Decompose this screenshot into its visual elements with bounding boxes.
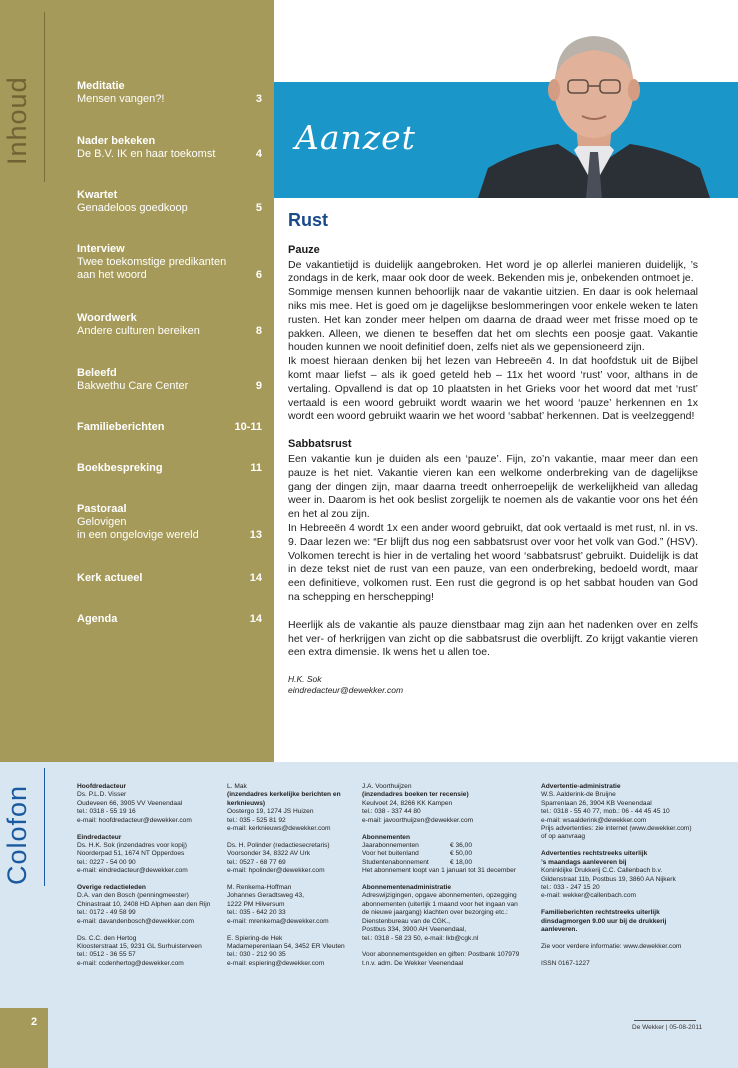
colofon-line: tel.: 0318 - 55 19 16 bbox=[77, 808, 136, 816]
colofon-line: Koninklijke Drukkerij C.C. Callenbach b.v. bbox=[541, 867, 663, 875]
toc-page: 14 bbox=[249, 572, 262, 584]
colofon-email[interactable]: e-mail: eindredacteur@dewekker.com bbox=[77, 867, 188, 875]
section-label: Aanzet bbox=[295, 118, 416, 157]
colofon-line: Het abonnement loopt van 1 januari tot 31 december bbox=[362, 867, 516, 875]
toc-category: Interview bbox=[77, 243, 125, 255]
author-name: H.K. Sok bbox=[288, 674, 322, 685]
colofon-line: abonnementen (uiterlijk 1 maand voor het ingaan van bbox=[362, 900, 518, 908]
colofon-line: 1222 PM Hilversum bbox=[227, 900, 285, 908]
colofon-heading: Familieberichten rechtstreeks uiterlijk bbox=[541, 909, 660, 917]
toc-category: Beleefd bbox=[77, 367, 117, 379]
colofon-line: M. Renkema-Hoffman bbox=[227, 884, 292, 892]
price-value: € 18,00 bbox=[450, 858, 472, 866]
colofon-block bbox=[77, 834, 227, 876]
article-paragraph: Ik moest hieraan denken bij het lezen van Hebreeën 4. In dat hoofdstuk uit de Bijbel komt maar liefst – als ik goed geteld heb – 11x het woord ‘rust’ voor, althans in de vertaling. Opvallend is dat op 10 plaatsten in het Grieks voor het woord dat met ‘rust’ vertaald is een woord gebruikt wordt waarin we het woord ‘pauze’ herkennen en 1x wordt een woord gebruikt waarin we het woord ‘sabbat’ herkennen. Dat is veelzeggend! bbox=[288, 355, 698, 423]
colofon-line: Ds. H. Polinder (redactiesecretaris) bbox=[227, 841, 330, 849]
colofon-heading: ’s maandags aanleveren bij bbox=[541, 858, 627, 866]
colofon-line: Prijs advertenties: zie internet (www.dewekker.com) bbox=[541, 825, 692, 833]
toc-page: 13 bbox=[249, 529, 262, 541]
article-paragraph: De vakantietijd is duidelijk aangebroken. Het word je op allerlei manieren duidelijk, ’s zondags in de kerk, maar ook door de week. Bekenden mis je, onbekenden ontmoet je. bbox=[288, 258, 698, 285]
colofon-heading: Advertentie-administratie bbox=[541, 783, 621, 790]
colofon-heading: Hoofdredacteur bbox=[77, 783, 127, 790]
colofon-line: tel.: 038 - 337 44 80 bbox=[362, 808, 421, 816]
colofon-block bbox=[227, 783, 362, 833]
colofon-block bbox=[541, 943, 711, 951]
toc-subtitle: in een ongelovige wereld bbox=[77, 529, 199, 541]
colofon-line: t.n.v. adm. De Wekker Veenendaal bbox=[362, 959, 464, 967]
price-value: € 50,00 bbox=[450, 850, 472, 858]
colofon-column-4 bbox=[541, 783, 711, 977]
colofon-line: tel.: 0172 - 49 58 99 bbox=[77, 909, 136, 917]
colofon-block bbox=[227, 935, 362, 969]
colofon-line: W.S. Aalderink-de Bruijne bbox=[541, 791, 616, 799]
toc-category: Familieberichten bbox=[77, 421, 165, 433]
article-paragraph: Sommige mensen kunnen behoorlijk naar de vakantie uitzien. En daar is ook helemaal niks mis mee. Het is goed om je dagelijkse beslommeringen voor enkele weken te laten rusten. Het kan zonder meer helpen om daarna de draad weer met frisse moed op te pakken. Alleen, we dienen te beseffen dat het om slechts een poosje gaat. Vakantie houden kunnen we nooit definitief doen, zelfs niet als we gepensioneerd zijn. bbox=[288, 286, 698, 354]
colofon-heading: aanleveren. bbox=[541, 926, 578, 934]
toc-item-interview[interactable] bbox=[77, 243, 262, 282]
colofon-line: tel.: 0318 - 58 23 50, e-mail: lkb@cgk.nl bbox=[362, 934, 479, 942]
toc-item-kerk-actueel[interactable] bbox=[77, 572, 262, 585]
colofon-line: Dienstenbureau van de CGK., bbox=[362, 917, 450, 925]
colofon-block bbox=[362, 884, 534, 943]
colofon-line: tel.: 035 - 525 81 92 bbox=[227, 816, 286, 824]
toc-subtitle: De B.V. IK en haar toekomst bbox=[77, 148, 216, 160]
colofon-block bbox=[362, 951, 534, 968]
colofon-email[interactable]: e-mail: davandenbosch@dewekker.com bbox=[77, 917, 195, 925]
colofon-heading: Abonnementen bbox=[362, 833, 410, 841]
toc-category: Kerk actueel bbox=[77, 572, 143, 584]
article-paragraph: Heerlijk als de vakantie als pauze dienstbaar mag zijn aan het nadenken over en zelfs het ver- of herkrijgen van zicht op die sabbatsrust die overblijft. Zo krijgt vakantie vieren een extra dimensie. Ik wens het u allen toe. bbox=[288, 618, 698, 659]
page-number-box bbox=[0, 1008, 48, 1068]
colofon-block bbox=[541, 909, 711, 934]
footer-publication: De Wekker | 05-08-2011 bbox=[632, 1024, 703, 1031]
colofon-line: Keulvoet 24, 8266 KK Kampen bbox=[362, 799, 453, 807]
footer-rule bbox=[634, 1020, 696, 1021]
colofon-line: Sparrenlaan 26, 3904 KB Veenendaal bbox=[541, 799, 652, 807]
section-heading-pauze: Pauze bbox=[288, 243, 320, 256]
colofon-line: D.A. van den Bosch (penningmeester) bbox=[77, 892, 189, 900]
colofon-line: Johannes Geradtsweg 43, bbox=[227, 892, 304, 900]
toc-item-boekbespreking[interactable] bbox=[77, 462, 262, 475]
toc-page: 6 bbox=[255, 269, 262, 281]
colofon-column-2 bbox=[227, 783, 362, 977]
colofon-block bbox=[227, 884, 362, 926]
toc-page: 14 bbox=[249, 613, 262, 625]
toc-subtitle: Gelovigen bbox=[77, 516, 127, 528]
author-email[interactable]: eindredacteur@dewekker.com bbox=[288, 685, 404, 696]
colofon-column-3 bbox=[362, 783, 534, 977]
toc-page: 10-11 bbox=[234, 421, 262, 433]
price-label: Voor het buitenland bbox=[362, 850, 419, 858]
toc-subtitle: Genadeloos goedkoop bbox=[77, 202, 188, 214]
colofon-line: of op aanvraag bbox=[541, 833, 585, 841]
issn-number: ISSN 0167-1227 bbox=[541, 959, 590, 967]
price-row bbox=[362, 859, 534, 867]
colofon-line: L. Mak bbox=[227, 783, 247, 790]
colofon-line: Oudeveen 66, 3905 VV Veenendaal bbox=[77, 799, 183, 807]
toc-subtitle: Mensen vangen?! bbox=[77, 93, 165, 105]
colofon-line: tel.: 035 - 642 20 33 bbox=[227, 909, 286, 917]
colofon-title: Colofon bbox=[2, 784, 32, 885]
toc-item-meditatie[interactable] bbox=[77, 80, 262, 106]
toc-subtitle: Bakwethu Care Center bbox=[77, 380, 189, 392]
colofon-column-1 bbox=[77, 783, 227, 977]
article-paragraph: Een vakantie kun je duiden als een ‘pauze’. Fijn, zo’n vakantie, maar meer dan een pauze is het niet. Vakantie vieren kan een welkome onderbreking van de dagelijkse gang der dingen zijn, maar daarna treedt onherroepelijk de werkelijkheid van alledag weer in. Daarom is het ook beslist zorgelijk te noemen als de vakantie voor ons het één en het al zou zijn. bbox=[288, 452, 698, 521]
article-title: Rust bbox=[288, 210, 328, 230]
colofon-heading: Overige redactieleden bbox=[77, 884, 146, 892]
toc-item-familieberichten[interactable] bbox=[77, 421, 262, 434]
colofon-block bbox=[77, 884, 227, 926]
colofon-email[interactable]: e-mail: kerknieuws@dewekker.com bbox=[227, 825, 331, 833]
author-signature bbox=[288, 674, 698, 696]
colofon-line: Voor abonnementsgelden en giften: Postbank 107979 bbox=[362, 951, 520, 959]
colofon-line: (inzendadres kerkelijke berichten en bbox=[227, 791, 341, 799]
price-row bbox=[362, 850, 534, 858]
toc-page: 5 bbox=[255, 202, 262, 214]
toc-item-beleefd[interactable] bbox=[77, 367, 262, 393]
colofon-line: tel.: 0527 - 68 77 69 bbox=[227, 858, 286, 866]
toc-subtitle: Andere culturen bereiken bbox=[77, 325, 200, 337]
price-value: € 36,00 bbox=[450, 841, 472, 849]
colofon-line: Voorsonder 34, 8322 AV Urk bbox=[227, 850, 311, 858]
toc-item-agenda[interactable] bbox=[77, 613, 262, 626]
colofon-email[interactable]: e-mail: javoorthuijzen@dewekker.com bbox=[362, 816, 474, 824]
price-label: Studentenabonnement bbox=[362, 858, 429, 866]
colofon-line: tel.: 0227 - 54 00 90 bbox=[77, 858, 136, 866]
colofon-line: Gildenstraat 11b, Postbus 19, 3860 AA Nijkerk bbox=[541, 875, 676, 883]
sidebar-title bbox=[2, 129, 38, 165]
colofon-block bbox=[77, 783, 227, 825]
toc-subtitle: aan het woord bbox=[77, 269, 147, 281]
colofon-website[interactable]: Zie voor verdere informatie: www.dewekker.com bbox=[541, 943, 682, 950]
colofon-heading: Eindredacteur bbox=[77, 833, 122, 841]
colofon-line: kerknieuws) bbox=[227, 799, 266, 807]
colofon-block bbox=[362, 783, 534, 825]
colofon-email[interactable]: e-mail: mrenkema@dewekker.com bbox=[227, 917, 329, 925]
toc-page: 4 bbox=[255, 148, 262, 160]
colofon-divider bbox=[44, 768, 45, 886]
toc-subtitle: Twee toekomstige predikanten bbox=[77, 256, 227, 268]
page-number: 2 bbox=[31, 1016, 38, 1028]
colofon-line: tel.: 0318 - 55 40 77, mob.: 06 - 44 45 45 10 bbox=[541, 808, 670, 816]
section-heading-sabbatsrust: Sabbatsrust bbox=[288, 438, 352, 451]
toc-page: 3 bbox=[255, 93, 262, 105]
colofon-line: Postbus 334, 3900 AH Veenendaal, bbox=[362, 926, 467, 934]
colofon-line: Noorderpad 51, 1674 NT Opperdoes bbox=[77, 850, 185, 858]
toc-page: 9 bbox=[255, 380, 262, 392]
colofon-line: de nieuwe jaargang) klachten over bezorging etc.: bbox=[362, 909, 508, 917]
colofon-block bbox=[77, 935, 227, 969]
colofon-line: Adreswijzigingen, opgave abonnementen, opzegging bbox=[362, 892, 517, 900]
colofon-heading: Abonnementenadministratie bbox=[362, 884, 452, 892]
colofon-block bbox=[541, 783, 711, 842]
colofon-line: (inzendadres boeken ter recensie) bbox=[362, 791, 469, 799]
article-paragraph: In Hebreeën 4 wordt 1x een ander woord gebruikt, dat ook vertaald is met rust, nl. in vs. 9. Daar lezen we: “Er blijft dus nog een sabbatsrust over voor het volk van God.” (HSV). Volkomen terecht is hier in de vertaling het woord ‘sabbatsrust’ gebruikt. Duidelijk is dat in deze tekst niet de rust van een pauze, van een onderbreking, bedoeld wordt, maar een definitieve, volkomen rust. Een rust die gegrond is op het sabbat houden van God na schepping en herschepping! bbox=[288, 521, 698, 603]
toc-item-woordwerk[interactable] bbox=[77, 312, 262, 338]
colofon-line: Ds. H.K. Sok (inzendadres voor kopij) bbox=[77, 841, 187, 849]
colofon-email[interactable]: e-mail: wekker@callenbach.com bbox=[541, 892, 637, 900]
colofon-line: Kloosterstraat 15, 9231 GL Surhuisterveen bbox=[77, 943, 202, 950]
colofon-line: tel.: 0512 - 36 55 57 bbox=[77, 951, 136, 959]
colofon-email[interactable]: e-mail: hoofdredacteur@dewekker.com bbox=[77, 816, 192, 824]
article bbox=[288, 210, 698, 696]
toc-category: Agenda bbox=[77, 613, 118, 625]
colofon-line: E. Spiering-de Hek bbox=[227, 934, 283, 942]
colofon-line: Madameperenlaan 54, 3452 ER Vleuten bbox=[227, 943, 345, 950]
sidebar-divider bbox=[44, 12, 45, 182]
colofon-line: J.A. Voorthuijzen bbox=[362, 783, 412, 790]
toc-category: Kwartet bbox=[77, 189, 118, 201]
colofon-line: Ds. P.L.D. Visser bbox=[77, 791, 127, 799]
toc-category: Woordwerk bbox=[77, 312, 137, 324]
colofon-line: Chinastraat 10, 2408 HD Alphen aan den Rijn bbox=[77, 900, 211, 908]
colofon-block bbox=[227, 842, 362, 876]
toc-item-kwartet[interactable] bbox=[77, 189, 262, 215]
toc-item-pastoraal[interactable] bbox=[77, 503, 262, 542]
colofon-email[interactable]: e-mail: ccdenhertog@dewekker.com bbox=[77, 959, 184, 967]
colofon-line: Ds. C.C. den Hertog bbox=[77, 934, 137, 942]
colofon-heading: Advertenties rechtstreeks uiterlijk bbox=[541, 850, 648, 858]
author-portrait bbox=[478, 18, 710, 198]
colofon-line: tel.: 033 - 247 15 20 bbox=[541, 883, 600, 891]
colofon-line: Oostergo 19, 1274 JS Huizen bbox=[227, 808, 314, 816]
colofon-block bbox=[541, 850, 711, 900]
colofon-block bbox=[362, 834, 534, 876]
colofon-email[interactable]: e-mail: hpolinder@dewekker.com bbox=[227, 867, 325, 875]
colofon-heading: dinsdagmorgen 9.00 uur bij de drukkerij bbox=[541, 917, 667, 925]
toc-category: Meditatie bbox=[77, 80, 125, 92]
colofon-block bbox=[541, 960, 711, 968]
colofon-line: tel.: 030 - 212 90 35 bbox=[227, 951, 286, 959]
colofon-email[interactable]: e-mail: espiering@dewekker.com bbox=[227, 959, 325, 967]
toc-item-nader-bekeken[interactable] bbox=[77, 135, 262, 161]
toc-page: 8 bbox=[255, 325, 262, 337]
price-label: Jaarabonnementen bbox=[362, 841, 419, 849]
toc-category: Pastoraal bbox=[77, 503, 127, 515]
toc-category: Boekbespreking bbox=[77, 462, 163, 474]
price-row bbox=[362, 842, 534, 850]
colofon-email[interactable]: e-mail: wsaalderink@dewekker.com bbox=[541, 816, 647, 824]
toc-page: 11 bbox=[250, 462, 262, 474]
toc-category: Nader bekeken bbox=[77, 135, 156, 147]
